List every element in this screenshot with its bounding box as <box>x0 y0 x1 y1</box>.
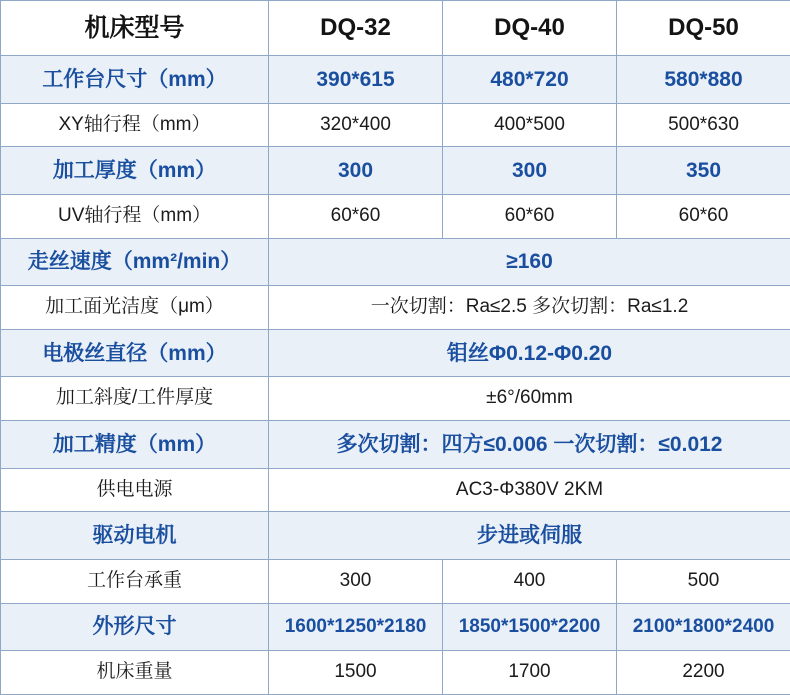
row-label: 供电电源 <box>1 468 269 512</box>
row-value-merged: ≥160 <box>269 238 790 286</box>
table-row <box>1 421 790 469</box>
row-value: 300 <box>269 559 443 603</box>
row-value: 1600*1250*2180 <box>269 603 443 651</box>
row-value: 60*60 <box>617 194 790 238</box>
row-label: 加工面光洁度（μm） <box>1 286 269 330</box>
row-label: 外形尺寸 <box>1 603 269 651</box>
row-value: 60*60 <box>443 194 617 238</box>
table-row <box>1 147 790 195</box>
row-value-merged: 步进或伺服 <box>269 512 790 560</box>
table-row <box>1 651 790 695</box>
row-value-merged: 钼丝Φ0.12-Φ0.20 <box>269 329 790 377</box>
row-value: 500 <box>617 559 790 603</box>
row-label: XY轴行程（mm） <box>1 103 269 147</box>
row-label: 加工斜度/工件厚度 <box>1 377 269 421</box>
row-label: 工作台尺寸（mm） <box>1 56 269 104</box>
table-row <box>1 103 790 147</box>
row-value: 60*60 <box>269 194 443 238</box>
row-value-merged: 多次切割：四方≤0.006 一次切割：≤0.012 <box>269 421 790 469</box>
row-label: 驱动电机 <box>1 512 269 560</box>
row-value: 390*615 <box>269 56 443 104</box>
header-model-1: DQ-32 <box>269 1 443 56</box>
row-value: 1500 <box>269 651 443 695</box>
row-label: 加工精度（mm） <box>1 421 269 469</box>
row-label: UV轴行程（mm） <box>1 194 269 238</box>
row-value: 400 <box>443 559 617 603</box>
row-value-merged: 一次切割：Ra≤2.5 多次切割：Ra≤1.2 <box>269 286 790 330</box>
row-label: 走丝速度（mm²/min） <box>1 238 269 286</box>
row-value: 400*500 <box>443 103 617 147</box>
table-row <box>1 329 790 377</box>
row-value: 500*630 <box>617 103 790 147</box>
row-value: 2100*1800*2400 <box>617 603 790 651</box>
row-value: 320*400 <box>269 103 443 147</box>
row-label: 加工厚度（mm） <box>1 147 269 195</box>
table-row <box>1 194 790 238</box>
row-value: 2200 <box>617 651 790 695</box>
row-value: 1850*1500*2200 <box>443 603 617 651</box>
row-value: 580*880 <box>617 56 790 104</box>
table-row <box>1 377 790 421</box>
table-row <box>1 286 790 330</box>
header-model-2: DQ-40 <box>443 1 617 56</box>
row-value: 300 <box>269 147 443 195</box>
table-row <box>1 603 790 651</box>
row-value: 480*720 <box>443 56 617 104</box>
table-row <box>1 559 790 603</box>
row-value-merged: AC3-Φ380V 2KM <box>269 468 790 512</box>
row-value-merged: ±6°/60mm <box>269 377 790 421</box>
row-value: 1700 <box>443 651 617 695</box>
row-value: 350 <box>617 147 790 195</box>
table-header-row <box>1 1 790 56</box>
header-label-cell: 机床型号 <box>1 1 269 56</box>
table-row <box>1 468 790 512</box>
row-label: 电极丝直径（mm） <box>1 329 269 377</box>
row-value: 300 <box>443 147 617 195</box>
header-model-3: DQ-50 <box>617 1 790 56</box>
table-row <box>1 56 790 104</box>
table-body <box>1 1 790 695</box>
table-row <box>1 238 790 286</box>
table-row <box>1 512 790 560</box>
row-label: 工作台承重 <box>1 559 269 603</box>
row-label: 机床重量 <box>1 651 269 695</box>
